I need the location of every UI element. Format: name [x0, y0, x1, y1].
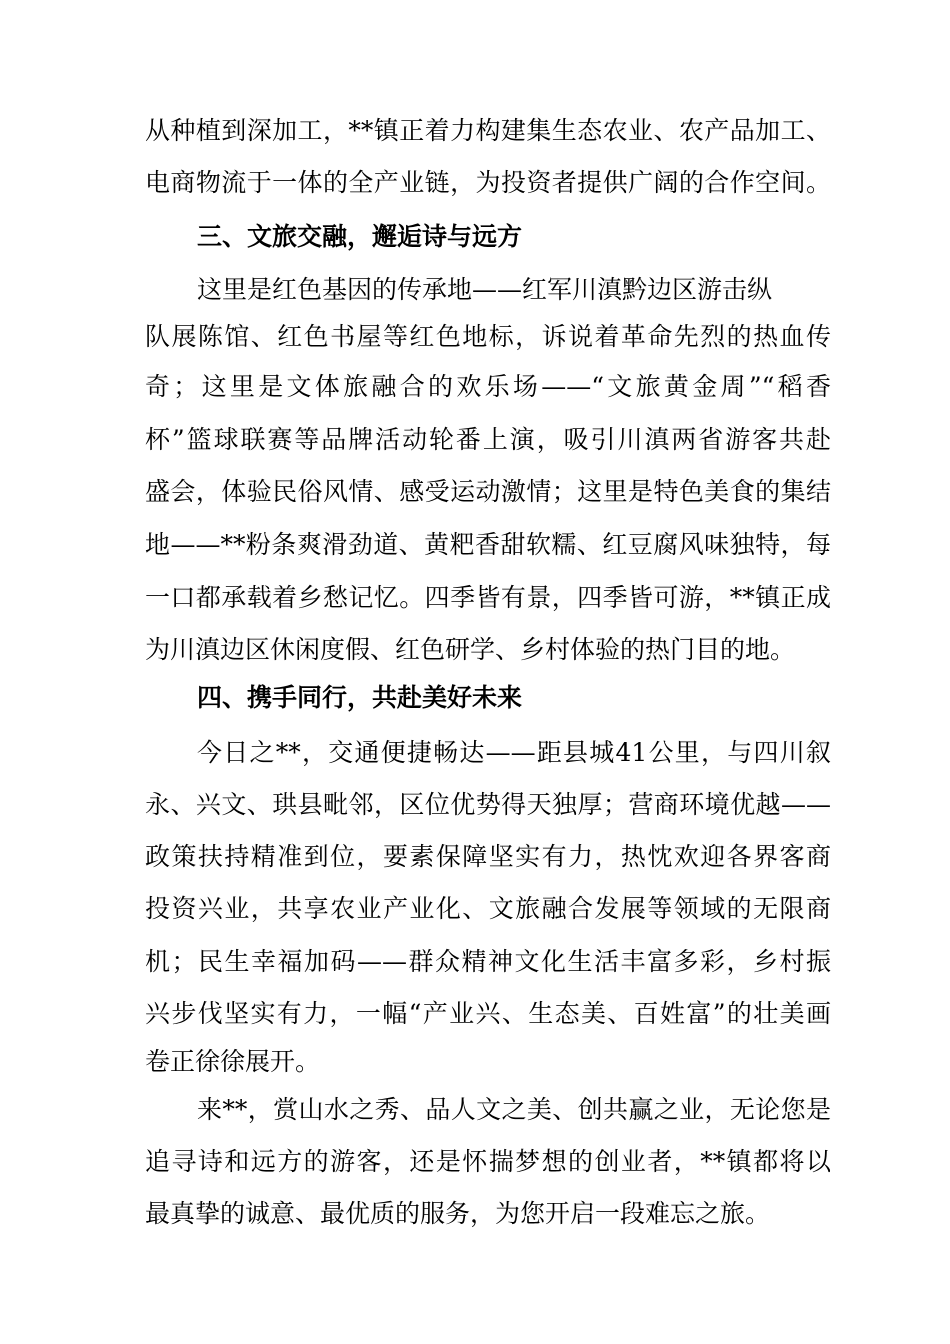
body-text-line: 兴步伐坚实有力，一幅“产业兴、生态美、百姓富”的壮美画 [145, 999, 831, 1028]
body-text-line: 来**，赏山水之秀、品人文之美、创共赢之业，无论您是 [197, 1095, 831, 1124]
section-heading-4: 四、携手同行，共赴美好未来 [197, 683, 523, 712]
body-text-line: 从种植到深加工，**镇正着力构建集生态农业、农产品加工、 [145, 116, 831, 145]
body-text-line: 奇；这里是文体旅融合的欢乐场——“文旅黄金周”“稻香 [145, 372, 831, 401]
body-text-line: 为川滇边区休闲度假、红色研学、乡村体验的热门目的地。 [145, 635, 796, 664]
body-text-line: 今日之**，交通便捷畅达——距县城41公里，与四川叙 [197, 738, 831, 767]
body-text-line: 卷正徐徐展开。 [145, 1047, 321, 1076]
body-text-line: 盛会，体验民俗风情、感受运动激情；这里是特色美食的集结 [145, 477, 831, 506]
body-text-line: 追寻诗和远方的游客，还是怀揣梦想的创业者，**镇都将以 [145, 1147, 831, 1176]
body-text-line: 机；民生幸福加码——群众精神文化生活丰富多彩，乡村振 [145, 947, 831, 976]
body-text-line: 一口都承载着乡愁记忆。四季皆有景，四季皆可游，**镇正成 [145, 583, 831, 612]
body-text-line: 杯”篮球联赛等品牌活动轮番上演，吸引川滇两省游客共赴 [145, 425, 831, 454]
section-heading-3: 三、文旅交融，邂逅诗与远方 [197, 222, 523, 251]
body-text-line: 队展陈馆、红色书屋等红色地标，诉说着革命先烈的热血传 [145, 322, 831, 351]
body-text-line: 电商物流于一体的全产业链，为投资者提供广阔的合作空间。 [145, 168, 831, 197]
body-text-line: 永、兴文、珙县毗邻，区位优势得天独厚；营商环境优越—— [145, 790, 831, 819]
body-text-line: 政策扶持精准到位，要素保障坚实有力，热忱欢迎各界客商 [145, 842, 831, 871]
body-text-line: 投资兴业，共享农业产业化、文旅融合发展等领域的无限商 [145, 894, 831, 923]
body-text-line: 地——**粉条爽滑劲道、黄粑香甜软糯、红豆腐风味独特，每 [145, 530, 831, 559]
body-text-line: 这里是红色基因的传承地——红军川滇黔边区游击纵 [197, 275, 773, 304]
body-text-line: 最真挚的诚意、最优质的服务，为您开启一段难忘之旅。 [145, 1199, 771, 1228]
